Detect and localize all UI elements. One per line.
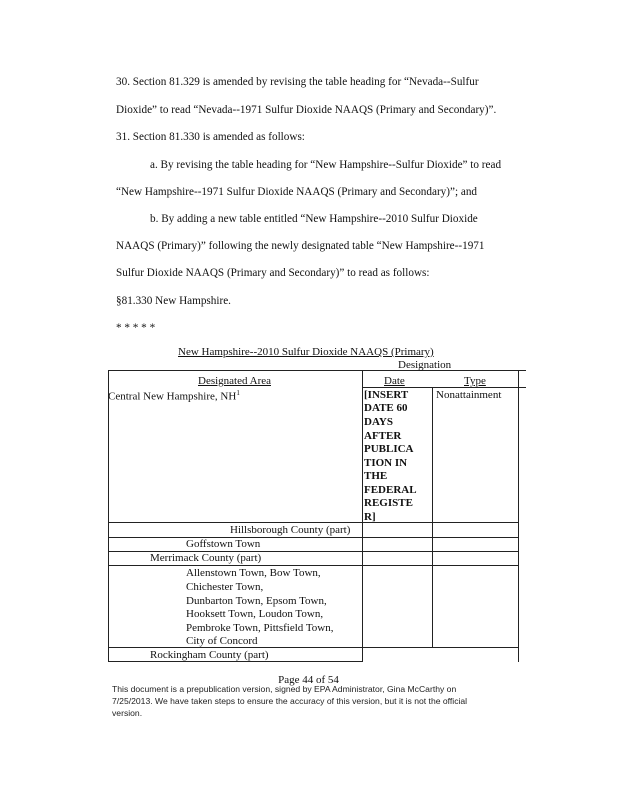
header-type: Type (464, 375, 486, 387)
table-rule (108, 661, 363, 662)
county-row: Hillsborough County (part) (230, 524, 351, 536)
paragraph-line: a. By revising the table heading for “New Hampshire--Sulfur Dioxide” to read (150, 159, 502, 171)
header-designation: Designation (398, 359, 452, 371)
paragraph-line: 31. Section 81.330 is amended as follows: (116, 131, 305, 143)
area-name: Central New Hampshire, $NH^1$ (108, 389, 240, 403)
table-rule (518, 370, 519, 662)
header-designated-area: Designated Area (198, 375, 271, 387)
type-value: Nonattainment (436, 389, 502, 401)
town-row: Hooksett Town, Loudon Town, (186, 608, 324, 620)
page-number: Page 44 of 54 (278, 674, 339, 686)
date-line: PUBLICA (364, 443, 414, 455)
town-row: Allenstown Town, Bow Town, (186, 567, 321, 579)
table-title: New Hampshire--2010 Sulfur Dioxide NAAQS (Primary) (178, 346, 434, 358)
date-line: FEDERAL (364, 484, 417, 496)
footer-line: 7/25/2013. We have taken steps to ensure the accuracy of this version, but it is not the official (112, 696, 468, 706)
paragraph-line: Sulfur Dioxide NAAQS (Primary and Secondary)” to read as follows: (116, 267, 430, 279)
paragraph-line: NAAQS (Primary)” following the newly designated table “New Hampshire--1971 (116, 240, 485, 252)
table-rule (108, 370, 109, 662)
town-row: City of Concord (186, 635, 258, 647)
date-line: REGISTE (364, 497, 413, 509)
table-rule (432, 387, 433, 647)
town-row: Pembroke Town, Pittsfield Town, (186, 622, 334, 634)
date-line: DATE 60 (364, 402, 408, 414)
table-rule (362, 370, 363, 662)
date-line: DAYS (364, 416, 393, 428)
paragraph-line: “New Hampshire--1971 Sulfur Dioxide NAAQS (Primary and Secondary)”; and (116, 186, 478, 198)
section-heading: §81.330 New Hampshire. (116, 295, 231, 307)
date-line: AFTER (364, 430, 402, 442)
table-rule (108, 370, 526, 371)
table-rule (108, 522, 518, 523)
town-row: Goffstown Town (186, 538, 261, 550)
paragraph-line: Dioxide” to read “Nevada--1971 Sulfur Dioxide NAAQS (Primary and Secondary)”. (116, 104, 497, 116)
date-line: THE (364, 470, 388, 482)
county-row: Rockingham County (part) (150, 649, 269, 661)
date-line: [INSERT (364, 389, 409, 401)
town-row: Dunbarton Town, Epsom Town, (186, 595, 327, 607)
footer-line: version. (112, 708, 143, 718)
date-line: R] (364, 511, 376, 523)
county-row: Merrimack County (part) (150, 552, 262, 564)
paragraph-line: 30. Section 81.329 is amended by revising the table heading for “Nevada--Sulfur (116, 76, 479, 88)
header-date: Date (384, 375, 405, 387)
footer-disclaimer (112, 683, 512, 719)
ellipsis-stars: * * * * * (116, 322, 156, 334)
town-row: Chichester Town, (186, 581, 264, 593)
table-rule (108, 565, 518, 566)
table-rule (362, 387, 526, 388)
designation-table (108, 346, 526, 662)
footer-line: This document is a prepublication version, signed by EPA Administrator, Gina McCarthy on (112, 684, 457, 694)
table-rule (108, 537, 518, 538)
date-line: TION IN (364, 457, 408, 469)
table-rule (108, 647, 518, 648)
paragraph-line: b. By adding a new table entitled “New Hampshire--2010 Sulfur Dioxide (150, 213, 478, 225)
